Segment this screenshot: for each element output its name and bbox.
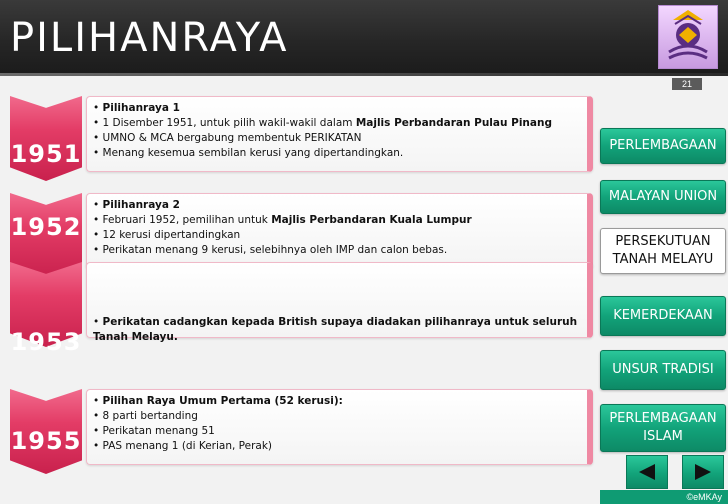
- timeline-row-1951: [0, 96, 600, 181]
- bullet-list: [87, 97, 587, 161]
- year-label: 1951: [10, 140, 82, 168]
- footer-credit: ©eMKAy: [600, 490, 728, 504]
- slide-number: 21: [672, 78, 702, 90]
- timeline-content: [86, 96, 593, 172]
- timeline-row-1955: [0, 389, 600, 474]
- menu-persekutuan-tanah-melayu-button[interactable]: PERSEKUTUAN TANAH MELAYU: [600, 228, 726, 274]
- year-label: 1952: [10, 213, 82, 241]
- university-logo: [658, 5, 718, 69]
- bullet-item: • Februari 1952, pemilihan untuk Majlis Perbandaran Kuala Lumpur: [93, 213, 587, 228]
- menu-perlembagaan-islam-button[interactable]: PERLEMBAGAAN ISLAM: [600, 404, 726, 452]
- bullet-item: • PAS menang 1 (di Kerian, Perak): [93, 439, 587, 454]
- crest-icon: [659, 6, 717, 68]
- timeline-content: [86, 193, 593, 269]
- bullet-item: • Perikatan menang 9 kerusi, selebihnya oleh IMP dan calon bebas.: [93, 243, 587, 258]
- bullet-item: • Pilihanraya 1: [93, 101, 587, 116]
- bullet-list: [87, 390, 587, 454]
- bullet-item: • 12 kerusi dipertandingkan: [93, 228, 587, 243]
- timeline-content: [86, 389, 593, 465]
- bullet-item: • 1 Disember 1951, untuk pilih wakil-wakil dalam Majlis Perbandaran Pulau Pinang: [93, 116, 587, 131]
- bullet-item: • Pilihanraya 2: [93, 198, 587, 213]
- menu-unsur-tradisi-button[interactable]: UNSUR TRADISI: [600, 350, 726, 390]
- page-title: PILIHANRAYA: [10, 15, 289, 61]
- bullet-item: • Pilihan Raya Umum Pertama (52 kerusi):: [93, 394, 587, 409]
- bullet-item: • UMNO & MCA bergabung membentuk PERIKATAN: [93, 131, 587, 146]
- bullet-list: [87, 194, 587, 258]
- header-bar: [0, 0, 728, 76]
- bullet-list: [87, 263, 587, 345]
- bullet-item: • Perikatan menang 51: [93, 424, 587, 439]
- bullet-item: • Perikatan cadangkan kepada British supaya diadakan pilihanraya untuk seluruh Tanah Melayu.: [93, 315, 587, 345]
- year-label: 1953: [10, 328, 82, 356]
- timeline-content: [86, 262, 593, 343]
- menu-malayan-union-button[interactable]: MALAYAN UNION: [600, 180, 726, 214]
- timeline-row-1953: [0, 262, 600, 356]
- menu-perlembagaan-button[interactable]: PERLEMBAGAAN: [600, 128, 726, 164]
- next-slide-button[interactable]: [682, 455, 724, 489]
- bullet-item: • 8 parti bertanding: [93, 409, 587, 424]
- year-label: 1955: [10, 427, 82, 455]
- arrow-left-icon: [635, 462, 659, 482]
- menu-kemerdekaan-button[interactable]: KEMERDEKAAN: [600, 296, 726, 336]
- bullet-item: • Menang kesemua sembilan kerusi yang dipertandingkan.: [93, 146, 587, 161]
- year-chevron: [10, 96, 82, 181]
- arrow-right-icon: [691, 462, 715, 482]
- previous-slide-button[interactable]: [626, 455, 668, 489]
